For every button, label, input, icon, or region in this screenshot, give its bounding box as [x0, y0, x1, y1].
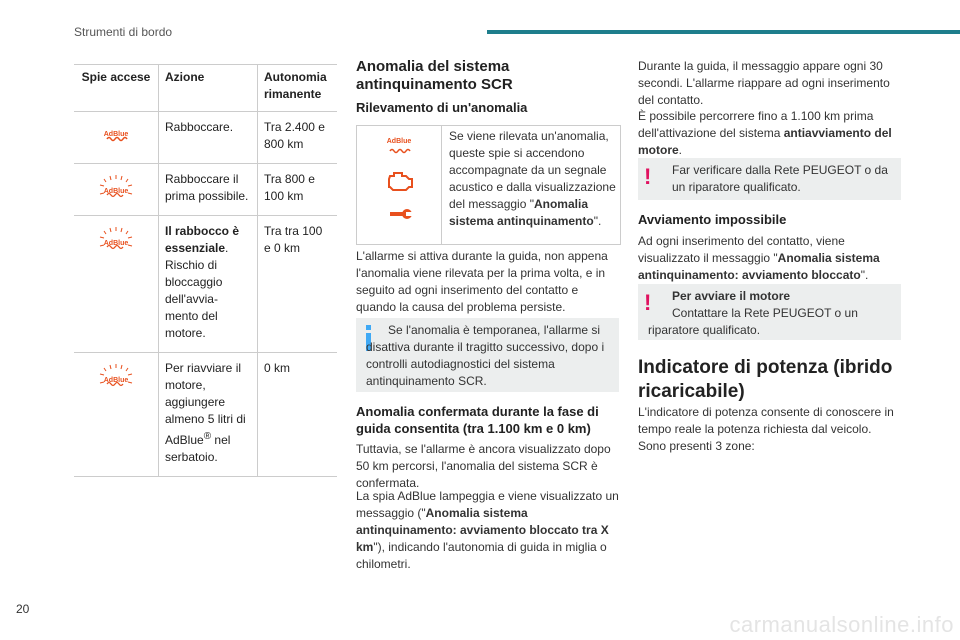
paragraph: Durante la guida, il messaggio appare ogni 30 secondi. L'allarme riappare ad ogni inserimento del contatto.	[638, 59, 890, 107]
subsection-title: Rilevamento di un'anomalia	[356, 100, 528, 115]
subsection-title: Avviamento impossibile	[638, 212, 787, 227]
table-header-row	[74, 65, 337, 112]
adblue-flashing-icon: AdBlue	[98, 226, 134, 252]
watermark: carmanualsonline.info	[729, 612, 954, 637]
paragraph: È possibile percorrere fino a 1.100 km prima dell'attivazione del sistema antiavviamento del motore.	[638, 109, 892, 157]
exclamation-icon: !	[644, 164, 652, 189]
action-cell: Per riavviare il motore, aggiungere almeno 5 litri di AdBlue® nel serbatoio.	[159, 353, 258, 477]
section-title: Anomalia del sistema antinquinamento SCR	[356, 58, 513, 93]
paragraph: Ad ogni inserimento del contatto, viene visualizzato il messaggio "Anomalia sistema antinquinamento: avviamento bloccato".	[638, 234, 880, 282]
table-row	[74, 164, 337, 216]
action-cell: Rabboccare il prima possibile.	[159, 164, 258, 216]
section-title: Indicatore di potenza (ibrido ricaricabile)	[638, 357, 893, 402]
table-row	[74, 353, 337, 477]
engine-icon	[385, 170, 415, 192]
paragraph: Sono presenti 3 zone:	[638, 439, 755, 453]
table-header: Azione	[159, 65, 258, 112]
adblue-icon: AdBlue	[98, 122, 134, 148]
warning-lights-box: AdBlue Se viene rilevata un'anomalia, queste spie si accendono accompagnate da un segnale acustico e dalla visualizzazione del messaggio "Anomalia sistema antinquinamento".	[356, 125, 621, 245]
subsection-title: Anomalia confermata durante la fase di guida consentita (tra 1.100 km e 0 km)	[356, 404, 599, 436]
paragraph: L'indicatore di potenza consente di conoscere in tempo reale la potenza richiesta dal veicolo.	[638, 405, 894, 436]
header-accent-bar	[487, 30, 960, 34]
page-number: 20	[16, 602, 30, 616]
info-box: Se l'anomalia è temporanea, l'allarme si disattiva durante il tragitto successivo, dopo i controlli autodiagnostici del sistema antinquinamento SCR.	[356, 318, 619, 392]
wrench-icon	[387, 206, 413, 222]
paragraph: La spia AdBlue lampeggia e viene visualizzato un messaggio ("Anomalia sistema antinquinamento: avviamento bloccato tra X km"), indicando l'autonomia di guida in miglia o chilometri.	[356, 489, 619, 571]
warning-box: ! Per avviare il motore Contattare la Rete PEUGEOT o un riparatore qualificato.	[638, 284, 901, 340]
table-header: Autonomia rimanente	[258, 65, 338, 112]
adblue-flashing-icon: AdBlue	[98, 363, 134, 389]
action-cell: Rabboccare.	[159, 112, 258, 164]
table-header: Spie accese	[74, 65, 159, 112]
warning-box: ! Far verificare dalla Rete PEUGEOT o da un riparatore qualificato.	[638, 158, 901, 200]
table-row	[74, 216, 337, 353]
autonomy-cell: Tra 2.400 e 800 km	[258, 112, 338, 164]
autonomy-cell: Tra 800 e 100 km	[258, 164, 338, 216]
paragraph: Tuttavia, se l'allarme è ancora visualizzato dopo 50 km percorsi, l'anomalia del sistema SCR è confermata.	[356, 442, 611, 490]
warning-lights-table	[74, 64, 337, 477]
paragraph: L'allarme si attiva durante la guida, non appena l'anomalia viene rilevata per la prima volta, e in seguito ad ogni inserimento del contatto e quando la causa del problema persiste.	[356, 249, 608, 314]
adblue-icon: AdBlue	[381, 134, 417, 160]
exclamation-icon: !	[644, 290, 652, 315]
autonomy-cell: 0 km	[258, 353, 338, 477]
adblue-flashing-icon: AdBlue	[98, 174, 134, 200]
header-title: Strumenti di bordo	[74, 25, 173, 39]
table-row	[74, 112, 337, 164]
autonomy-cell: Tra tra 100 e 0 km	[258, 216, 338, 353]
action-cell: Il rabbocco è essenziale. Rischio di bloccaggio dell'avvia-mento del motore.	[159, 216, 258, 353]
